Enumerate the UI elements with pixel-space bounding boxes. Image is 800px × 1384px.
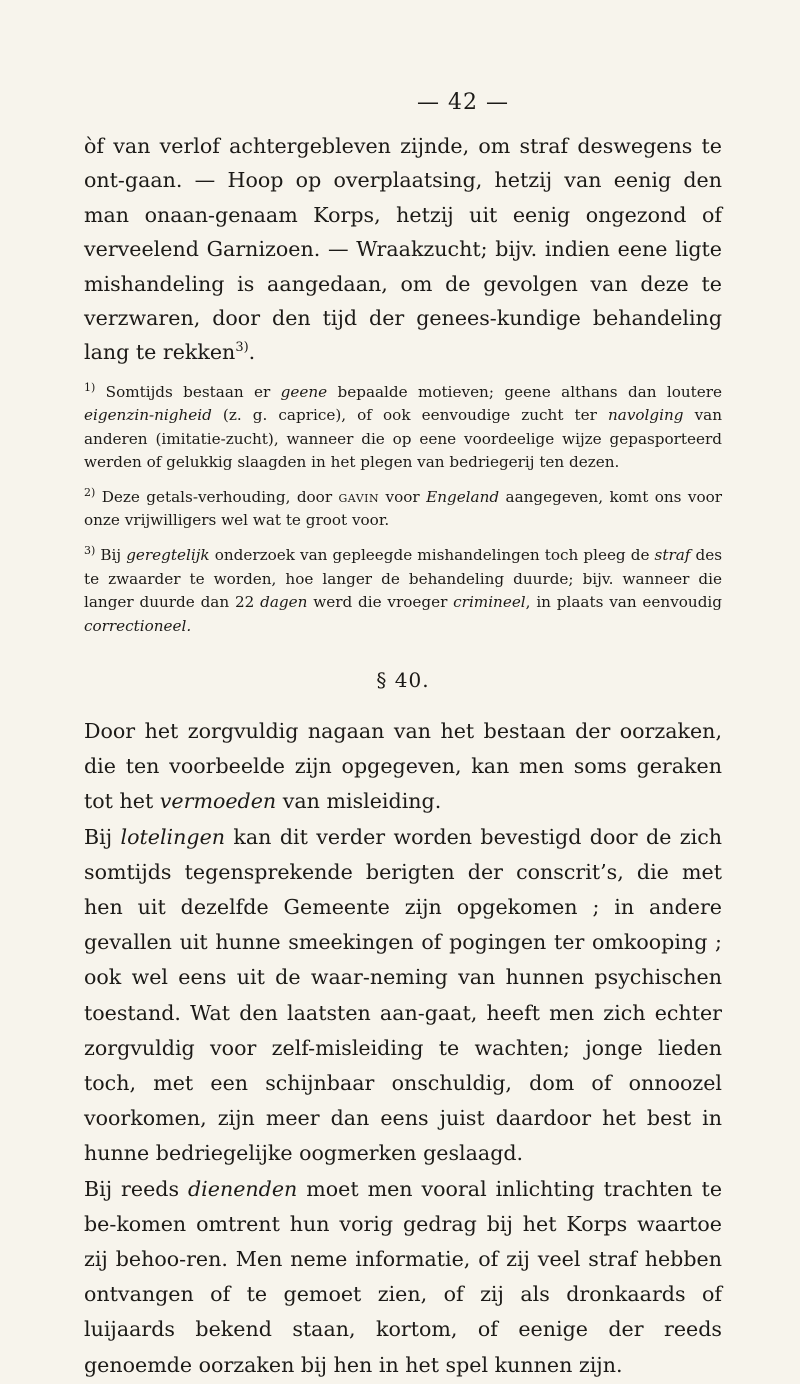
footnote-text-part: Somtijds bestaan er [95, 382, 281, 401]
footnote-text-part: Engeland [426, 487, 500, 506]
footnote [84, 481, 722, 533]
footnote-text-part: des te zwaarder te worden, hoe langer de behandeling duurde; bijv. wanneer die langer duurde dan 22 [84, 546, 722, 612]
footnote-text-part: dagen [260, 593, 308, 612]
footnote-marker: 3) [84, 543, 96, 557]
footnote-marker: 1) [84, 380, 96, 394]
paragraph [84, 820, 722, 1172]
paragraph-text-part: moet men vooral inlichting trachten te be-komen omtrent hun vorig gedrag bij het Korps waartoe zij behoo-ren. Men neme informatie, of zij veel straf hebben ontvangen of te gemoet zien, of zij als dronkaards of luijaards bekend staan, kortom, of eenige der reeds genoemde oorzaken bij hen in het spel kunnen zijn. [84, 1176, 723, 1377]
footnote-text-part: Bij [95, 546, 127, 565]
footnote-text-part: onderzoek van gepleegde mishandelingen toch pleeg de [209, 546, 655, 565]
paragraph-text-part: Door het zorgvuldig nagaan van het bestaan der oorzaken, die ten voorbeelde zijn opgegeven, kan men soms geraken tot het [84, 719, 722, 814]
paragraph-text: òf van verlof achtergebleven zijnde, om straf deswegens te ont-gaan. — Hoop op overplaatsing, hetzij van eenig den man onaan-genaam Korps, hetzij uit eenig ongezond of verveelend Garnizoen. — Wraakzucht; bijv. indien eene ligte mishandeling is aangedaan, om de gevolgen van deze te verzwaren, door den tijd der genees-kundige behandeling lang te rekken [84, 134, 722, 365]
footnote-text-part: straf [654, 546, 691, 565]
paragraph-text-part: van misleiding. [276, 789, 442, 814]
page-number: — 42 — [417, 90, 509, 115]
footnote-text-part: (z. g. caprice), of ook eenvoudige zucht ter [211, 406, 608, 425]
footnote-text-part: correctioneel. [84, 616, 192, 635]
footnote [84, 376, 722, 475]
paragraph-continued: òf van verlof achtergebleven zijnde, om straf deswegens te ont-gaan. — Hoop op overplaatsing, hetzij van eenig den man onaan-genaam Korps, hetzij uit eenig ongezond of verveelend Garnizoen. — Wraakzucht; bijv. indien eene ligte mishandeling is aangedaan, om de gevolgen van deze te verzwaren, door den tijd der genees-kundige behandeling lang te rekken$^{3)}$. [84, 134, 722, 365]
main-text [84, 129, 722, 370]
footnote-text-part: geregtelijk [126, 546, 210, 565]
footnote-text-part: van anderen (imitatie-zucht), wanneer die op eene voordeelige wijze gepasporteerd werden of gelukkig slaagden in het plegen van bedriegerij ten dezen. [84, 406, 722, 472]
footnote-text-part: navolging [607, 406, 684, 425]
paragraph-text-part: Bij [84, 824, 121, 849]
paragraph [84, 714, 722, 820]
paragraph-text-part: Bij reeds [84, 1176, 188, 1201]
footnote-text-part: werd die vroeger [307, 593, 454, 612]
footnote-text-part: crimineel [453, 593, 526, 612]
paragraph [84, 1172, 722, 1383]
paragraph-text-part: dienenden [187, 1176, 298, 1201]
paragraph-text-part: kan dit verder worden bevestigd door de zich somtijds tegensprekende berigten der conscrit’s, die met hen uit dezelfde Gemeente zijn opgekomen ; in andere gevallen uit hunne smeekingen of pogingen ter omkooping ; ook wel eens uit de waar-neming van hunnen psychischen toestand. Wat den laatsten aan-gaat, heeft men zich echter zorgvuldig voor zelf-misleiding te wachten; jonge lieden toch, met een schijnbaar onschuldig, dom of onnoozel voorkomen, zijn meer dan eens juist daardoor het best in hunne bedriegelijke oogmerken geslaagd. [84, 824, 723, 1166]
footnote-text-part: bepaalde motieven; geene althans dan loutere [327, 382, 723, 401]
footnote-text-part: aangegeven, komt ons voor onze vrijwilligers wel wat te groot voor. [84, 487, 722, 530]
footnote-marker: 2) [84, 485, 96, 499]
section-body [84, 714, 722, 1383]
footnote-text-part: geene [280, 382, 328, 401]
paragraph-text-part: lotelingen [120, 824, 226, 849]
note-reference: 3) [235, 340, 249, 356]
section-heading: § 40. [376, 668, 430, 693]
footnote-text-part: voor [379, 487, 427, 506]
footnote-text-part: eigenzin-nigheid [84, 406, 212, 425]
footnotes [84, 376, 722, 638]
footnote-text-part: Deze getals-verhouding, door [95, 487, 339, 506]
footnote-text-part: gavin [338, 487, 380, 506]
footnote [84, 539, 722, 638]
paragraph-text-part: vermoeden [159, 789, 277, 814]
footnote-text-part: , in plaats van eenvoudig [525, 593, 722, 612]
